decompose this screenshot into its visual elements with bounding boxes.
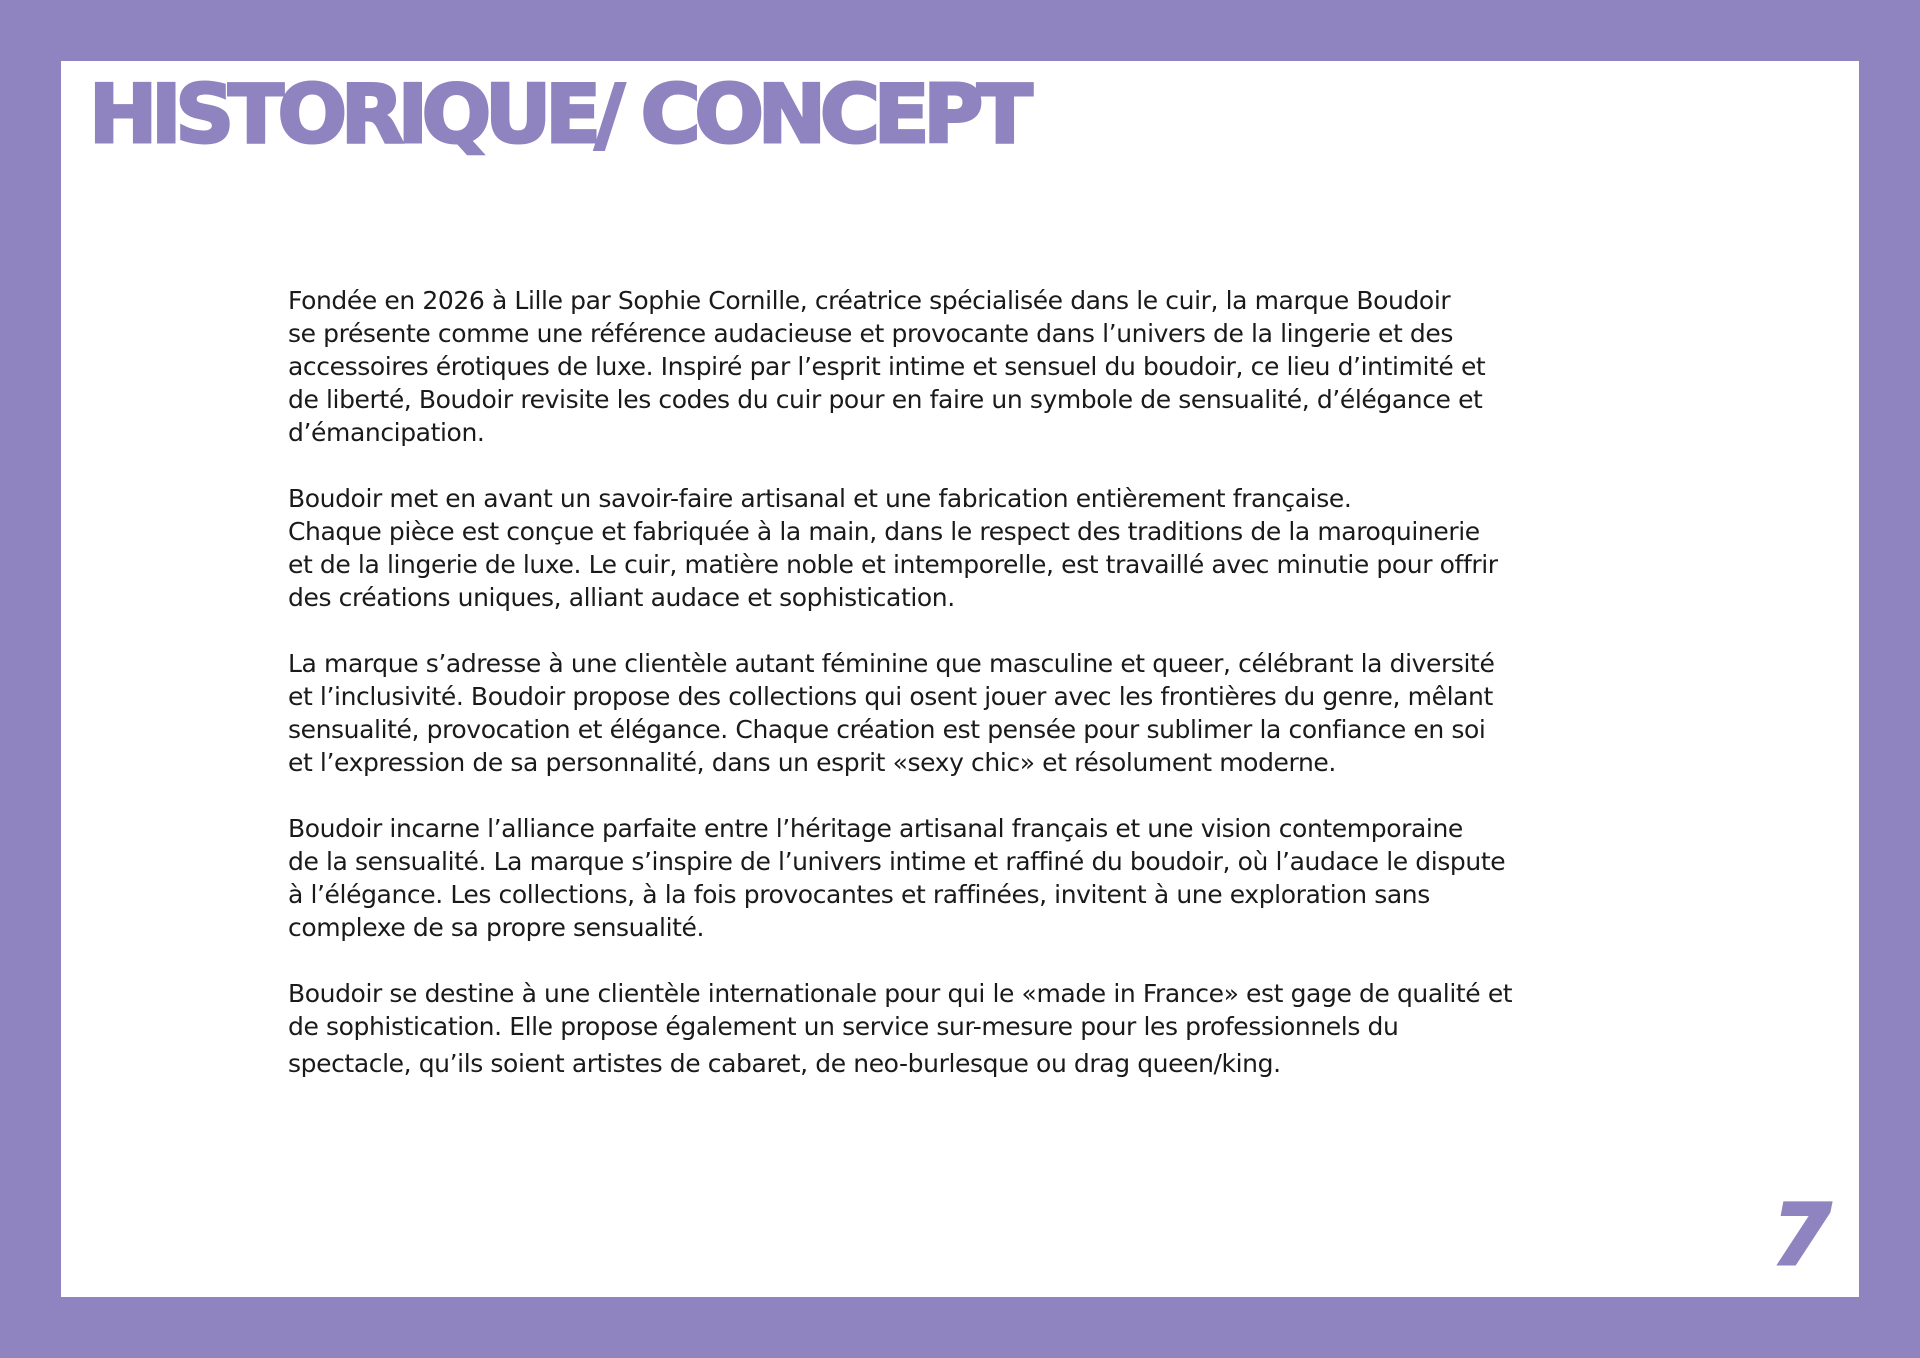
paragraph-savoir-faire bbox=[288, 482, 1658, 614]
text-line: complexe de sa propre sensualité. bbox=[288, 913, 705, 942]
text-line: sensualité, provocation et élégance. Chaque création est pensée pour sublimer la confiance en soi bbox=[288, 715, 1486, 744]
text-line: et l’expression de sa personnalité, dans un esprit «sexy chic» et résolument moderne. bbox=[288, 748, 1336, 777]
text-line: Boudoir met en avant un savoir-faire artisanal et une fabrication entièrement française. bbox=[288, 484, 1352, 513]
text-line: des créations uniques, alliant audace et sophistication. bbox=[288, 583, 955, 612]
text-line: de la sensualité. La marque s’inspire de l’univers intime et raffiné du boudoir, où l’audace le dispute bbox=[288, 847, 1506, 876]
text-line: Boudoir incarne l’alliance parfaite entre l’héritage artisanal français et une vision contemporaine bbox=[288, 814, 1463, 843]
text-line: spectacle, qu’ils soient artistes de cabaret, de neo-burlesque ou drag queen/king. bbox=[288, 1049, 1281, 1078]
text-line: et de la lingerie de luxe. Le cuir, matière noble et intemporelle, est travaillé avec minutie pour offrir bbox=[288, 550, 1498, 579]
document-page bbox=[61, 61, 1859, 1297]
text-line: Fondée en 2026 à Lille par Sophie Cornille, créatrice spécialisée dans le cuir, la marque Boudoir bbox=[288, 286, 1451, 315]
page-title: HISTORIQUE/ CONCEPT bbox=[89, 68, 1027, 161]
text-line: à l’élégance. Les collections, à la fois provocantes et raffinées, invitent à une exploration sans bbox=[288, 880, 1430, 909]
page-number: 7 bbox=[1772, 1186, 1831, 1284]
text-line: et l’inclusivité. Boudoir propose des collections qui osent jouer avec les frontières du genre, mêlant bbox=[288, 682, 1493, 711]
text-line: d’émancipation. bbox=[288, 418, 485, 447]
text-line: se présente comme une référence audacieuse et provocante dans l’univers de la lingerie et des bbox=[288, 319, 1454, 348]
paragraph-international bbox=[288, 977, 1658, 1080]
text-line: de sophistication. Elle propose également un service sur-mesure pour les professionnels du bbox=[288, 1012, 1399, 1041]
text-line: de liberté, Boudoir revisite les codes du cuir pour en faire un symbole de sensualité, d’élégance et bbox=[288, 385, 1483, 414]
text-line: La marque s’adresse à une clientèle autant féminine que masculine et queer, célébrant la diversité bbox=[288, 649, 1495, 678]
body-text bbox=[288, 284, 1658, 1113]
text-line: Chaque pièce est conçue et fabriquée à la main, dans le respect des traditions de la maroquinerie bbox=[288, 517, 1480, 546]
text-line: Boudoir se destine à une clientèle internationale pour qui le «made in France» est gage de qualité et bbox=[288, 979, 1513, 1008]
paragraph-vision bbox=[288, 812, 1658, 944]
text-line: accessoires érotiques de luxe. Inspiré par l’esprit intime et sensuel du boudoir, ce lieu d’intimité et bbox=[288, 352, 1486, 381]
paragraph-audience bbox=[288, 647, 1658, 779]
paragraph-founding bbox=[288, 284, 1658, 449]
